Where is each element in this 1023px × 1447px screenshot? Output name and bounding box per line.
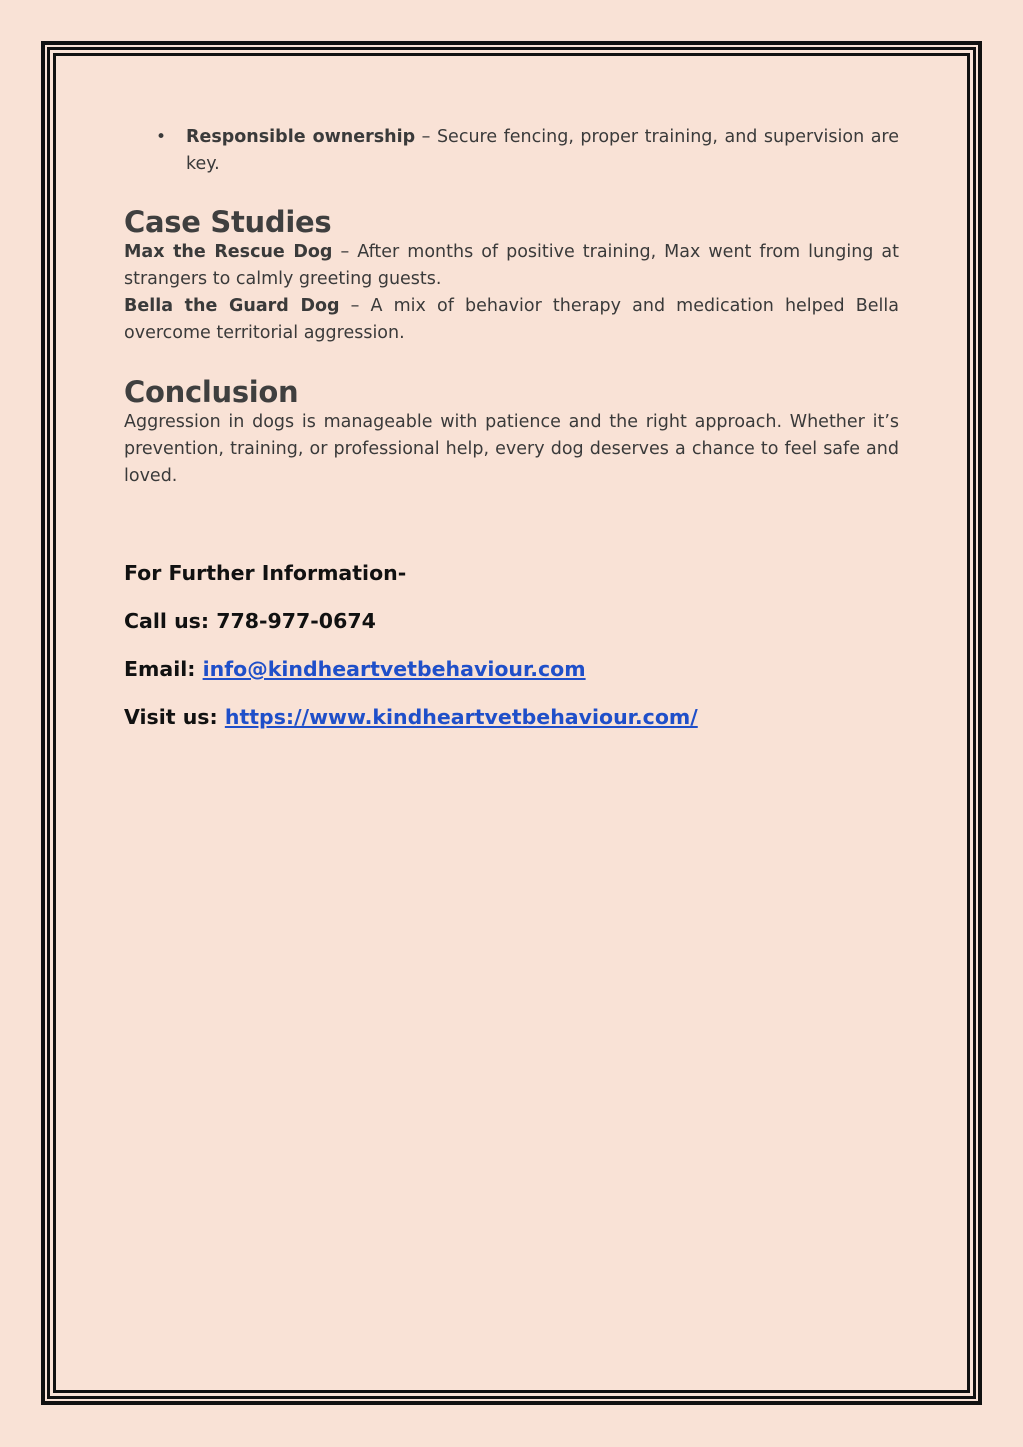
website-link[interactable]: https://www.kindheartvetbehaviour.com/: [224, 705, 698, 729]
bullet-icon: •: [156, 127, 167, 147]
contact-email-label: Email:: [124, 657, 203, 681]
contact-website-label: Visit us:: [124, 705, 225, 729]
email-link[interactable]: info@kindheartvetbehaviour.com: [202, 657, 586, 681]
document-content: [124, 124, 899, 731]
case-studies-heading: Case Studies: [124, 205, 332, 239]
case-study-bella: [124, 293, 899, 347]
case-study-max: [124, 239, 899, 293]
case-study-max-text: – After months of positive training, Max went from lunging at strangers to calmly greeting guests.: [124, 242, 900, 289]
conclusion-paragraph: Aggression in dogs is manageable with patience and the right approach. Whether it’s prevention, training, or professional help, every dog deserves a chance to feel safe and loved.: [124, 412, 899, 486]
conclusion-heading: Conclusion: [124, 375, 299, 409]
list-item-bold-label: Responsible ownership: [186, 127, 416, 147]
contact-email: [124, 655, 899, 683]
list-item-responsible-ownership: [124, 124, 899, 178]
contact-heading: For Further Information-: [124, 561, 407, 585]
list-item-text: – Secure fencing, proper training, and supervision are key.: [186, 127, 900, 174]
case-study-bella-text: – A mix of behavior therapy and medication helped Bella overcome territorial aggression.: [124, 296, 899, 343]
case-study-max-title: Max the Rescue Dog: [124, 242, 333, 262]
case-study-bella-title: Bella the Guard Dog: [124, 296, 340, 316]
contact-website: [124, 703, 899, 731]
contact-phone: Call us: 778-977-0674: [124, 609, 376, 633]
